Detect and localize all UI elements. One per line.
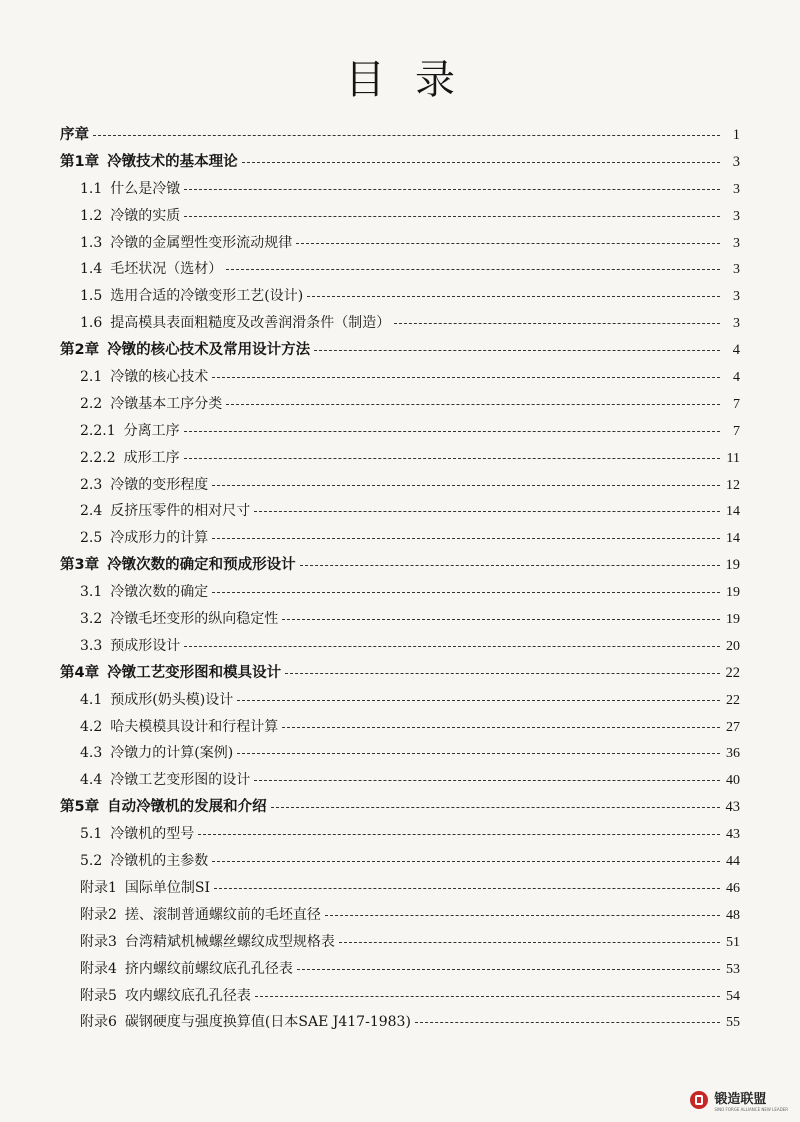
toc-entry-title: 选用合适的冷镦变形工艺(设计): [110, 288, 304, 305]
dot-leader: [394, 309, 720, 324]
toc-entry-title: 冷镦力的计算(案例): [110, 745, 234, 762]
toc-entry-page: 3: [733, 235, 740, 251]
toc-entry-page: 19: [725, 557, 740, 574]
toc-entry: [60, 983, 740, 1010]
toc-entry: [60, 579, 740, 606]
toc-entry-page: 3: [732, 153, 740, 170]
toc-entry: [60, 445, 740, 472]
toc-entry-title: 冷镦的核心技术及常用设计方法: [107, 342, 311, 359]
toc-entry-title: 冷镦次数的确定: [110, 584, 209, 601]
dot-leader: [212, 578, 720, 593]
dot-leader: [282, 605, 720, 620]
toc-entry-number: 2.2.2: [80, 449, 116, 466]
toc-entry-title: 挤内螺纹前螺纹底孔孔径表: [124, 960, 293, 977]
toc-entry-title: 冷镦技术的基本理论: [107, 153, 238, 170]
dot-leader: [212, 363, 720, 378]
toc-entry-number: 4.4: [80, 772, 103, 789]
toc-entry-title: 冷镦工艺变形图的设计: [110, 772, 251, 789]
toc-entry-number: 4.2: [80, 718, 103, 735]
dot-leader: [184, 444, 720, 459]
dot-leader: [325, 901, 720, 916]
toc-entry: [60, 391, 740, 418]
toc-entry-title: 冷镦的核心技术: [110, 369, 209, 386]
toc-entry: [60, 687, 740, 714]
dot-leader: [93, 121, 720, 137]
toc-entry: [60, 660, 740, 687]
toc-entry-page: 48: [726, 907, 740, 923]
dot-leader: [184, 632, 720, 647]
page-title: 目录: [345, 57, 485, 103]
toc-entry: [60, 337, 740, 364]
toc-entry: [60, 929, 740, 956]
toc-entry: [60, 176, 740, 203]
toc-entry-number: 第5章: [60, 799, 100, 816]
toc-entry: [60, 418, 740, 445]
toc-entry-title: 冷镦机的型号: [110, 826, 195, 843]
dot-leader: [307, 282, 720, 297]
toc-entry-page: 14: [726, 504, 740, 520]
toc-entry-page: 55: [726, 1015, 740, 1031]
toc-entry: [60, 525, 740, 552]
toc-entry-number: 3.2: [80, 611, 103, 628]
toc-entry-title: 分离工序: [123, 422, 180, 439]
toc-entry-title: 毛坯状况（选材）: [110, 261, 223, 278]
toc-entry: [60, 821, 740, 848]
toc-entry: [60, 283, 740, 310]
dot-leader: [339, 928, 720, 943]
toc-entry-number: 3.3: [80, 637, 103, 654]
toc-entry-number: 4.1: [80, 691, 103, 708]
toc-entry-page: 43: [726, 827, 740, 843]
toc-entry: [60, 633, 740, 660]
dot-leader: [255, 982, 720, 997]
toc-entry-page: 53: [726, 961, 740, 977]
dot-leader: [214, 874, 720, 889]
toc-entry-page: 40: [726, 773, 740, 789]
toc-entry-number: 第1章: [60, 153, 100, 170]
toc-entry-page: 11: [726, 450, 740, 466]
toc-entry-title: 冷镦的实质: [110, 207, 181, 224]
toc-entry-page: 22: [725, 664, 740, 681]
dot-leader: [237, 739, 720, 754]
toc-entry-title: 自动冷镦机的发展和介绍: [107, 799, 267, 816]
toc-entry-number: 2.2.1: [80, 422, 116, 439]
toc-entry-title: 冷镦毛坯变形的纵向稳定性: [110, 611, 279, 628]
toc-entry: [60, 122, 740, 149]
dot-leader: [297, 955, 720, 970]
logo-icon: [690, 1091, 708, 1109]
toc-entry-page: 19: [726, 612, 740, 628]
toc-entry-number: 5.2: [80, 853, 103, 870]
toc-entry-number: 1.3: [80, 234, 103, 251]
toc-entry-page: 4: [732, 342, 740, 359]
toc-entry-number: 附录2: [80, 906, 117, 923]
toc-entry: [60, 1009, 740, 1036]
dot-leader: [242, 147, 720, 163]
toc-entry-title: 冷镦机的主参数: [110, 853, 209, 870]
toc-entry-page: 3: [733, 181, 740, 197]
toc-entry-number: 第3章: [60, 557, 100, 574]
toc-entry-title: 什么是冷镦: [110, 180, 181, 197]
toc-entry-title: 成形工序: [123, 449, 180, 466]
toc-entry-number: 2.3: [80, 476, 103, 493]
toc-entry-page: 44: [726, 854, 740, 870]
toc-entry: [60, 203, 740, 230]
dot-leader: [226, 390, 720, 405]
toc-entry: [60, 310, 740, 337]
toc-entry: [60, 364, 740, 391]
dot-leader: [300, 551, 720, 567]
dot-leader: [226, 255, 720, 270]
dot-leader: [282, 713, 720, 728]
logo-text: 锻造联盟: [714, 1092, 767, 1107]
dot-leader: [296, 229, 720, 244]
dot-leader: [212, 471, 720, 486]
dot-leader: [212, 524, 720, 539]
dot-leader: [212, 847, 720, 862]
toc-entry-page: 3: [733, 262, 740, 278]
dot-leader: [254, 766, 720, 781]
toc-entry-number: 附录5: [80, 987, 117, 1004]
dot-leader: [184, 417, 720, 432]
toc-entry: [60, 902, 740, 929]
dot-leader: [184, 175, 720, 190]
toc-entry-title: 预成形设计: [110, 637, 181, 654]
watermark-logo: [690, 1088, 788, 1112]
toc-entry-page: 14: [726, 531, 740, 547]
toc-entry: [60, 714, 740, 741]
toc-entry-number: 附录6: [80, 1014, 117, 1031]
toc-entry-number: 附录4: [80, 960, 117, 977]
toc-entry-number: 3.1: [80, 584, 103, 601]
dot-leader: [415, 1008, 720, 1023]
toc-entry-page: 43: [725, 799, 740, 816]
toc-entry-title: 冷镦基本工序分类: [110, 395, 223, 412]
toc-entry-number: 2.5: [80, 530, 103, 547]
toc-entry-title: 冷镦工艺变形图和模具设计: [107, 664, 282, 681]
toc-entry: [60, 794, 740, 821]
toc-entry: [60, 740, 740, 767]
toc-entry-number: 1.6: [80, 315, 103, 332]
toc-entry-title: 冷镦次数的确定和预成形设计: [107, 557, 296, 574]
toc-entry-title: 搓、滚制普通螺纹前的毛坯直径: [124, 906, 321, 923]
toc-entry: [60, 848, 740, 875]
toc-entry: [60, 230, 740, 257]
toc-entry-title: 冷成形力的计算: [110, 530, 209, 547]
toc-entry-title: 台湾精斌机械螺丝螺纹成型规格表: [124, 933, 335, 950]
toc-entry-number: 1.4: [80, 261, 103, 278]
dot-leader: [271, 793, 720, 809]
toc-entry-title: 国际单位制SI: [124, 879, 211, 896]
toc-entry-page: 36: [726, 746, 740, 762]
toc-entry-page: 7: [733, 423, 740, 439]
dot-leader: [254, 497, 720, 512]
toc-entry-title: 序章: [60, 127, 89, 143]
toc-entry-page: 12: [726, 477, 740, 493]
toc-entry-number: 附录3: [80, 933, 117, 950]
toc-entry-page: 7: [733, 396, 740, 412]
toc-entry-number: 5.1: [80, 826, 103, 843]
toc-entry-page: 19: [726, 585, 740, 601]
toc-entry-title: 碳钢硬度与强度换算值(日本SAE J417-1983): [124, 1014, 411, 1031]
dot-leader: [184, 202, 720, 217]
toc-entry-page: 1: [732, 127, 740, 143]
toc-entry-number: 1.1: [80, 180, 103, 197]
toc-entry-page: 20: [726, 638, 740, 654]
toc-entry-page: 46: [726, 880, 740, 896]
toc-entry-title: 预成形(奶头模)设计: [110, 691, 234, 708]
toc-entry: [60, 767, 740, 794]
toc-entry-number: 附录1: [80, 879, 117, 896]
toc-entry-page: 3: [733, 289, 740, 305]
toc-entry-page: 27: [726, 719, 740, 735]
toc-entry-title: 攻内螺纹底孔孔径表: [124, 987, 251, 1004]
toc-entry-page: 4: [733, 370, 740, 386]
toc-entry-title: 冷镦的金属塑性变形流动规律: [110, 234, 293, 251]
toc-entry-page: 3: [733, 208, 740, 224]
toc-entry-number: 1.5: [80, 288, 103, 305]
toc-entry-number: 第4章: [60, 664, 100, 681]
toc-entry-title: 反挤压零件的相对尺寸: [110, 503, 251, 520]
toc-entry-number: 1.2: [80, 207, 103, 224]
toc-entry-title: 冷镦的变形程度: [110, 476, 209, 493]
toc-entry: [60, 552, 740, 579]
toc-entry: [60, 956, 740, 983]
toc-entry-page: 3: [733, 316, 740, 332]
toc-entry-page: 51: [726, 934, 740, 950]
toc-entry-number: 第2章: [60, 342, 100, 359]
toc-entry-number: 2.2: [80, 395, 103, 412]
toc-entry-page: 54: [726, 988, 740, 1004]
table-of-contents: [60, 122, 740, 1036]
toc-entry: [60, 149, 740, 176]
toc-entry: [60, 606, 740, 633]
toc-entry-title: 哈夫模模具设计和行程计算: [110, 718, 279, 735]
toc-entry-number: 2.4: [80, 503, 103, 520]
toc-entry: [60, 256, 740, 283]
toc-entry-number: 4.3: [80, 745, 103, 762]
dot-leader: [314, 336, 720, 352]
toc-entry-title: 提高模具表面粗糙度及改善润滑条件（制造）: [110, 315, 391, 332]
toc-entry: [60, 498, 740, 525]
dot-leader: [237, 686, 720, 701]
logo-subtext: SINO FORGE ALLIANCE NEW LEADER: [714, 1107, 788, 1112]
toc-entry: [60, 472, 740, 499]
dot-leader: [285, 658, 720, 674]
toc-entry-number: 2.1: [80, 369, 103, 386]
toc-entry-page: 22: [726, 692, 740, 708]
toc-entry: [60, 875, 740, 902]
dot-leader: [198, 820, 720, 835]
